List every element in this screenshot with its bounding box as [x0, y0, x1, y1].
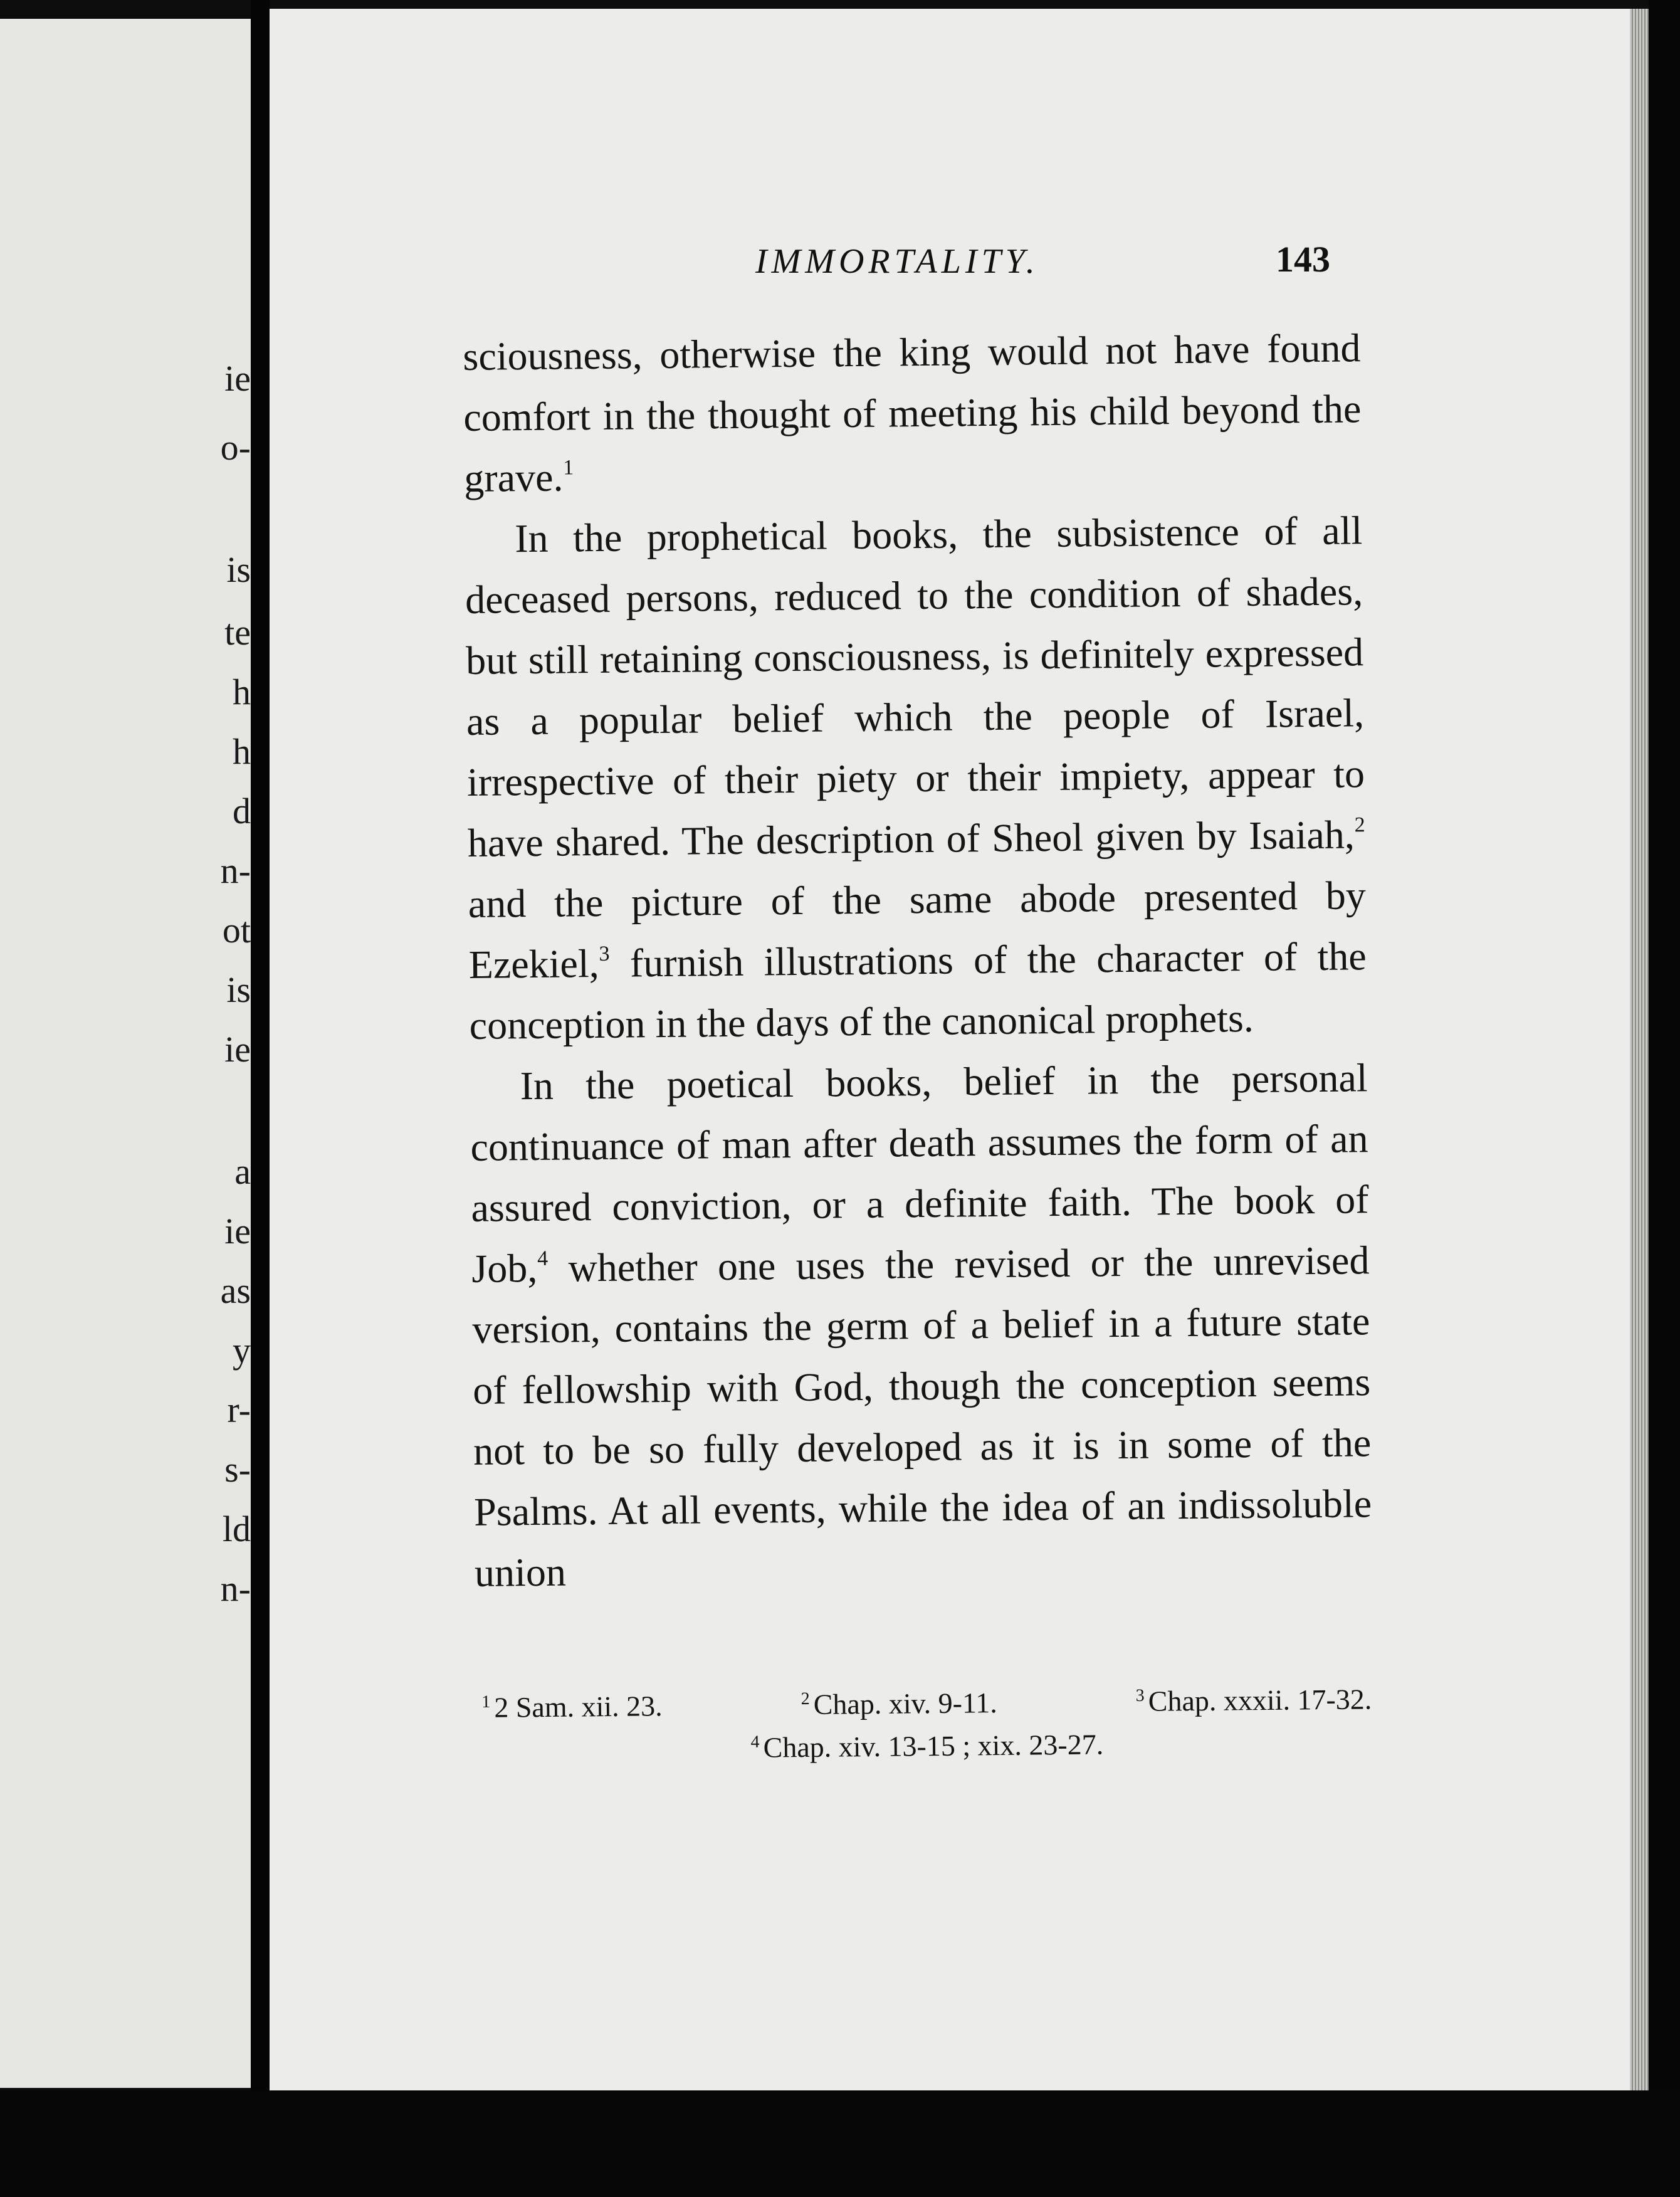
footnote-text: Chap. xxxii. 17-32. — [1148, 1683, 1372, 1717]
facing-page-fragment: h — [233, 731, 251, 772]
facing-page — [0, 19, 251, 2088]
page-edges — [1630, 9, 1649, 2090]
facing-page-fragment: ot — [222, 910, 251, 951]
footnotes-row — [482, 1720, 1373, 1772]
footnote — [1135, 1678, 1372, 1723]
paragraph-text: and the picture of the same abode presented by Ezekiel, — [468, 873, 1367, 987]
paragraph-text: In the poetical books, belief in the personal continuance of man after death assumes the form of an assured conviction, or a definite faith. The book of Job, — [470, 1055, 1369, 1291]
facing-page-fragment: ld — [222, 1509, 251, 1549]
body-text — [463, 317, 1372, 1603]
footnote-text: Chap. xiv. 9-11. — [813, 1687, 997, 1720]
footnote-marker: 3 — [1135, 1685, 1145, 1705]
paragraph-text: furnish illustrations of the character of the conception in the days of the canonical prophets. — [469, 934, 1367, 1048]
facing-page-fragment: ie — [224, 1029, 251, 1070]
facing-page-fragment: as — [220, 1270, 251, 1311]
footnote-reference: 3 — [599, 942, 610, 966]
footnote-marker: 4 — [750, 1732, 760, 1752]
facing-page-text-fragments — [0, 19, 251, 2088]
right-background — [1649, 0, 1680, 2197]
footnote-marker: 1 — [481, 1692, 491, 1712]
paragraph-text: whether one uses the revised or the unrevised version, contains the germ of a belief in a future state of fellowship with God, though the conception seems not to be so fully developed as it is in some of the Psalms. At all events, while the idea of an indissoluble union — [472, 1238, 1372, 1595]
facing-page-fragment: h — [233, 672, 251, 712]
footnote-reference: 1 — [563, 456, 574, 480]
facing-page-fragment: d — [233, 791, 251, 831]
facing-page-fragment: a — [234, 1151, 251, 1192]
facing-page-fragment: is — [226, 549, 251, 590]
footnote-text: Chap. xiv. 13-15 ; xix. 23-27. — [763, 1728, 1104, 1764]
page-number: 143 — [1276, 239, 1330, 280]
footnote — [481, 1685, 663, 1729]
facing-page-fragment: ie — [224, 1211, 251, 1251]
facing-page-fragment: is — [226, 969, 251, 1010]
bottom-background — [0, 2090, 1680, 2197]
footnote-reference: 2 — [1354, 813, 1365, 837]
running-head: IMMORTALITY. — [755, 242, 1039, 281]
footnote-text: 2 Sam. xii. 23. — [494, 1690, 663, 1724]
footnote-marker: 2 — [801, 1689, 810, 1709]
facing-page-fragment: ie — [224, 358, 251, 399]
facing-page-fragment: o- — [220, 427, 251, 468]
book-gutter — [251, 0, 270, 2197]
facing-page-fragment: s- — [224, 1449, 251, 1490]
facing-page-fragment: y — [233, 1330, 251, 1371]
footnotes-row — [481, 1678, 1372, 1729]
facing-page-fragment: r- — [227, 1389, 251, 1430]
footnote-reference: 4 — [537, 1246, 549, 1270]
paragraph — [463, 317, 1362, 508]
facing-page-fragment: n- — [220, 850, 251, 891]
footnote — [801, 1682, 997, 1726]
footnote — [750, 1728, 1103, 1763]
paragraph-text: In the prophetical books, the subsistence of all deceased persons, reduced to the condition of shades, but still retaining consciousness, is definitely expressed as a popular belief which the people of Israel, irrespective of their piety or their impiety, appear to have shared. The description of Sheol given by Isaiah, — [465, 508, 1365, 865]
footnotes — [481, 1678, 1372, 1772]
facing-page-fragment: te — [224, 612, 251, 653]
facing-page-fragment: n- — [220, 1568, 251, 1609]
paragraph-text: sciousness, otherwise the king would not have found comfort in the thought of meeting his child beyond the grave. — [463, 325, 1362, 500]
paragraph — [470, 1047, 1372, 1603]
paragraph — [465, 500, 1367, 1056]
